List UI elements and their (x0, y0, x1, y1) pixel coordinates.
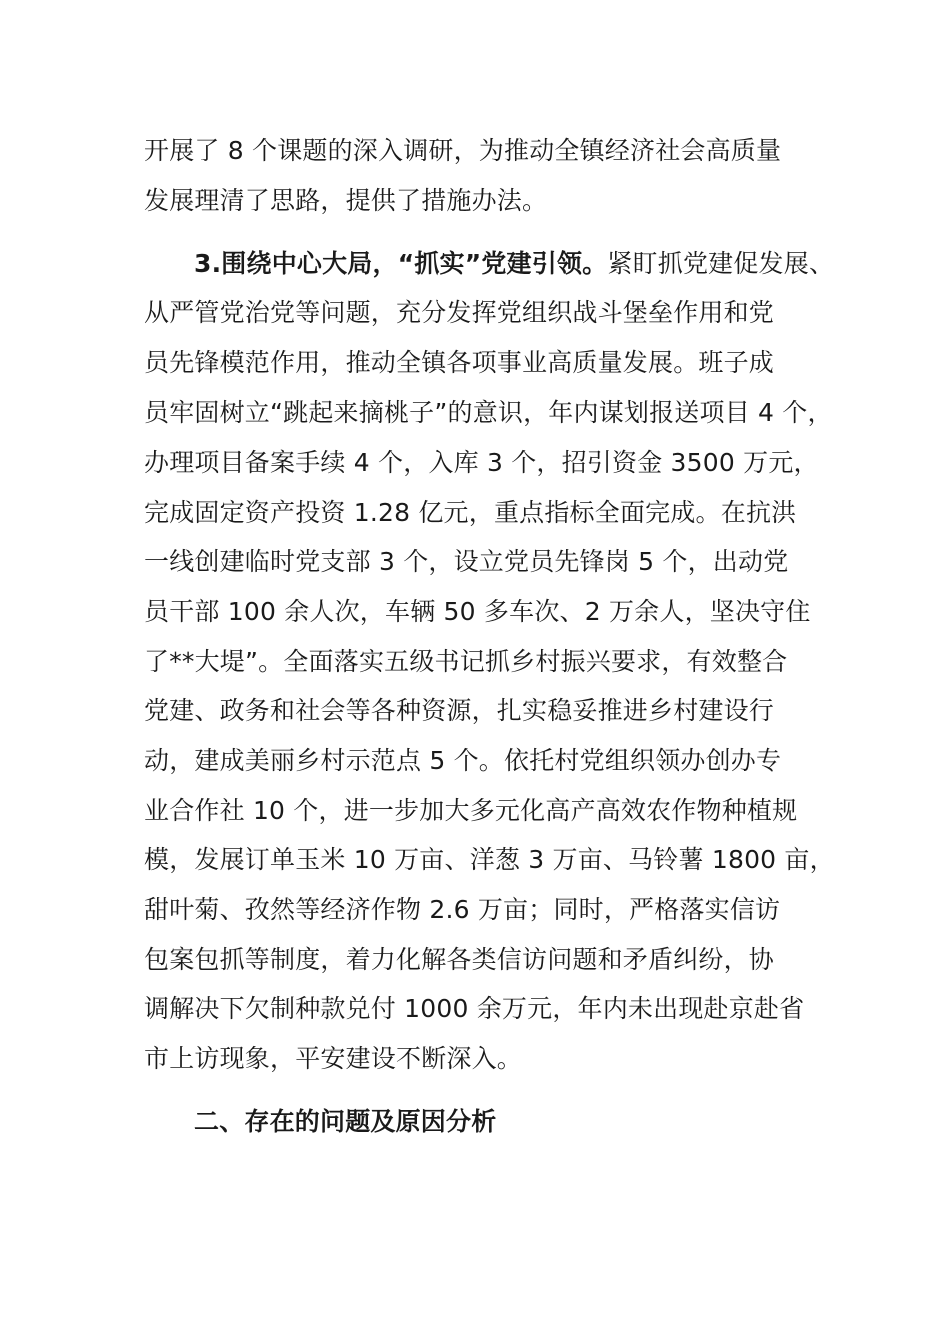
paragraph-line: 完成固定资产投资 1.28 亿元，重点指标全面完成。在抗洪 (144, 498, 797, 527)
paragraph-line: 员牢固树立“跳起来摘桃子”的意识，年内谋划报送项目 4 个， (144, 398, 833, 427)
paragraph-line: 动，建成美丽乡村示范点 5 个。依托村党组织领办创办专 (144, 746, 782, 775)
section-two-heading: 二、存在的问题及原因分析 (194, 1107, 497, 1136)
paragraph-line: 开展了 8 个课题的深入调研，为推动全镇经济社会高质量 (144, 136, 782, 165)
paragraph-line: 业合作社 10 个，进一步加大多元化高产高效农作物种植规 (144, 796, 798, 825)
paragraph-line: 员先锋模范作用，推动全镇各项事业高质量发展。班子成 (144, 348, 775, 377)
section3-heading: 3.围绕中心大局，“抓实”党建引领。 (194, 249, 608, 278)
paragraph-line: 市上访现象，平安建设不断深入。 (144, 1044, 523, 1073)
paragraph-line: 从严管党治党等问题，充分发挥党组织战斗堡垒作用和党 (144, 298, 775, 327)
section3-first-line (194, 247, 834, 281)
paragraph-line: 办理项目备案手续 4 个，入库 3 个，招引资金 3500 万元， (144, 448, 819, 477)
paragraph-line: 包案包抓等制度，着力化解各类信访问题和矛盾纠纷，协 (144, 945, 775, 974)
paragraph-line: 调解决下欠制种款兑付 1000 余万元，年内未出现赴京赴省 (144, 994, 805, 1023)
paragraph-line: 发展理清了思路，提供了措施办法。 (144, 186, 548, 215)
paragraph-line: 一线创建临时党支部 3 个，设立党员先锋岗 5 个，出动党 (144, 547, 789, 576)
paragraph-line: 员干部 100 余人次，车辆 50 多车次、2 万余人，坚决守住 (144, 597, 811, 626)
paragraph-line: 了**大堤”。全面落实五级书记抓乡村振兴要求，有效整合 (144, 647, 788, 676)
section3-first-line-text: 紧盯抓党建促发展、 (607, 249, 835, 278)
paragraph-line: 甜叶菊、孜然等经济作物 2.6 万亩；同时，严格落实信访 (144, 895, 781, 924)
paragraph-line: 党建、政务和社会等各种资源，扎实稳妥推进乡村建设行 (144, 696, 775, 725)
paragraph-line: 模，发展订单玉米 10 万亩、洋葱 3 万亩、马铃薯 1800 亩， (144, 845, 835, 874)
